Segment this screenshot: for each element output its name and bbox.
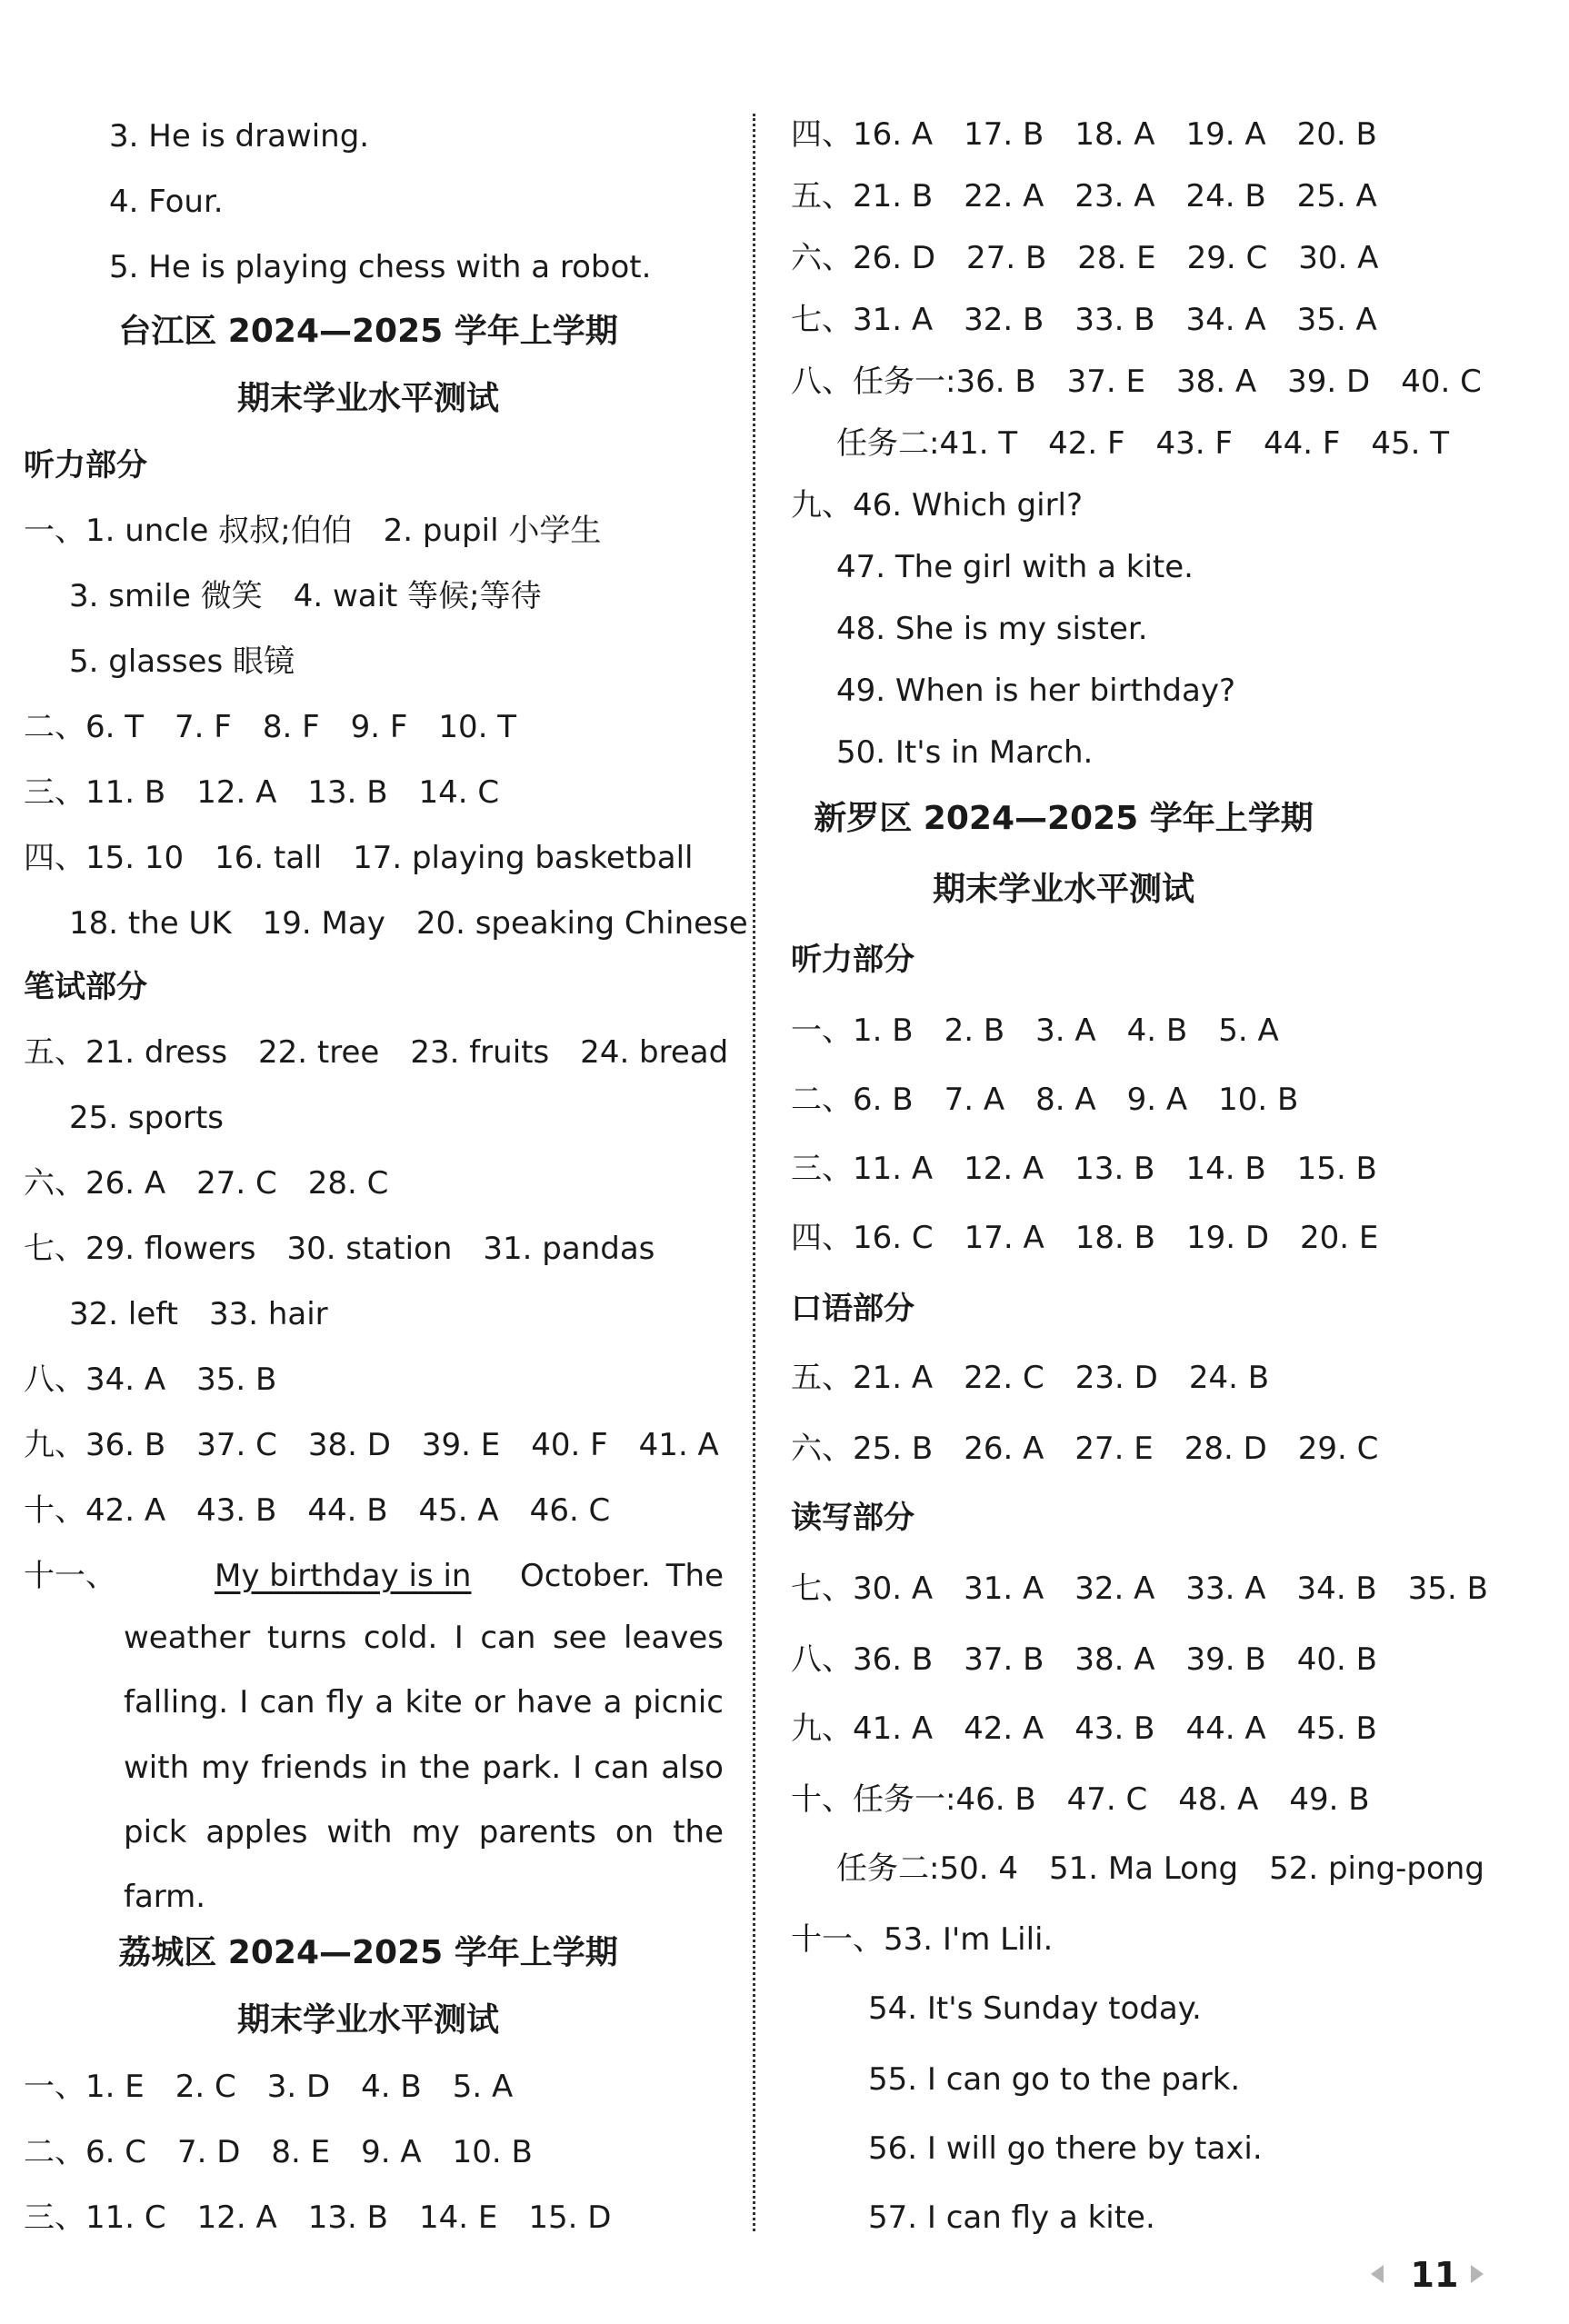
answer-line: 49. When is her birthday? (836, 673, 1236, 709)
page-number: 11 (1410, 2255, 1459, 2295)
answer-line: 七、29. flowers 30. station 31. pandas (24, 1231, 655, 1267)
answer-line: 任务二:50. 4 51. Ma Long 52. ping-pong (836, 1850, 1484, 1887)
answer-line: 55. I can go to the park. (868, 2061, 1241, 2098)
answer-line: 32. left 33. hair (69, 1296, 328, 1332)
answer-line: 七、30. A 31. A 32. A 33. A 34. B 35. B (791, 1571, 1488, 1607)
answer-line: 十、任务一:46. B 47. C 48. A 49. B (791, 1781, 1370, 1818)
answer-line: 47. The girl with a kite. (836, 549, 1194, 585)
triangle-left-icon (1371, 2265, 1384, 2283)
answer-line: 九、36. B 37. C 38. D 39. E 40. F 41. A (24, 1427, 719, 1463)
answer-line: 一、1. B 2. B 3. A 4. B 5. A (791, 1012, 1279, 1049)
answer-line: 六、25. B 26. A 27. E 28. D 29. C (791, 1431, 1379, 1467)
answer-line: 三、11. C 12. A 13. B 14. E 15. D (24, 2199, 612, 2236)
question-11-underlined (215, 1556, 471, 1596)
answer-line: 四、16. A 17. B 18. A 19. A 20. B (791, 116, 1377, 153)
answer-line: 二、6. B 7. A 8. A 9. A 10. B (791, 1082, 1299, 1118)
answer-line: 二、6. C 7. D 8. E 9. A 10. B (24, 2134, 533, 2170)
answer-line: 八、36. B 37. B 38. A 39. B 40. B (791, 1641, 1377, 1678)
section-heading-licheng: 荔城区 2024—2025 学年上学期 (118, 1934, 618, 1971)
answer-line: 50. It's in March. (836, 734, 1094, 771)
answer-line: 54. It's Sunday today. (868, 1990, 1202, 2027)
answer-line: 5. He is playing chess with a robot. (109, 249, 652, 285)
answer-line: 六、26. D 27. B 28. E 29. C 30. A (791, 240, 1379, 276)
oral-section-label: 口语部分 (791, 1291, 914, 1327)
answer-line: 三、11. A 12. A 13. B 14. B 15. B (791, 1151, 1377, 1187)
answer-line: 八、34. A 35. B (24, 1361, 277, 1398)
answer-line: 四、15. 10 16. tall 17. playing basketball (24, 840, 694, 876)
answer-line: 3. He is drawing. (109, 118, 370, 155)
section-subheading: 期末学业水平测试 (236, 2001, 499, 2039)
section-subheading: 期末学业水平测试 (932, 871, 1194, 908)
listening-section-label: 听力部分 (791, 942, 914, 978)
listening-section-label: 听力部分 (24, 447, 147, 484)
answer-line: 五、21. B 22. A 23. A 24. B 25. A (791, 178, 1377, 214)
answer-line: 5. glasses 眼镜 (69, 643, 295, 680)
reading-writing-section-label: 读写部分 (791, 1500, 914, 1536)
answer-line: 3. smile 微笑 4. wait 等候;等待 (69, 578, 542, 614)
answer-line: 25. sports (69, 1100, 224, 1136)
section-subheading: 期末学业水平测试 (236, 380, 499, 417)
answer-line: 18. the UK 19. May 20. speaking Chinese (69, 905, 748, 942)
answer-line: 十、42. A 43. B 44. B 45. A 46. C (24, 1492, 611, 1529)
column-divider (753, 114, 755, 2231)
question-11-label: 十一、 (24, 1558, 116, 1594)
answer-line: 五、21. dress 22. tree 23. fruits 24. bread (24, 1034, 729, 1071)
section-heading-taijiang: 台江区 2024—2025 学年上学期 (118, 313, 618, 350)
answer-line: 九、46. Which girl? (791, 487, 1084, 524)
page-indicator (1364, 2252, 1500, 2298)
answer-line: 四、16. C 17. A 18. B 19. D 20. E (791, 1220, 1379, 1256)
underlined-prompt: My birthday is in (215, 1558, 472, 1594)
section-heading-xinluo: 新罗区 2024—2025 学年上学期 (814, 800, 1314, 837)
written-section-label: 笔试部分 (24, 969, 147, 1005)
answer-line: 三、11. B 12. A 13. B 14. C (24, 774, 500, 811)
answer-line: 九、41. A 42. A 43. B 44. A 45. B (791, 1711, 1377, 1747)
answer-line: 五、21. A 22. C 23. D 24. B (791, 1360, 1270, 1396)
answer-line: 六、26. A 27. C 28. C (24, 1165, 389, 1202)
answer-line: 4. Four. (109, 184, 224, 220)
answer-line: 一、1. E 2. C 3. D 4. B 5. A (24, 2069, 514, 2105)
answer-line: 48. She is my sister. (836, 611, 1148, 647)
question-11-paragraph: weather turns cold. I can see leaves falling. I can fly a kite or have a picnic with my friends in the park. I can also pick apples with my parents on the farm. (124, 1620, 724, 1916)
answer-line: 二、6. T 7. F 8. F 9. F 10. T (24, 709, 517, 745)
answer-line: 任务二:41. T 42. F 43. F 44. F 45. T (836, 425, 1450, 462)
answer-line: 十一、53. I'm Lili. (791, 1921, 1054, 1958)
answer-line: 57. I can fly a kite. (868, 2199, 1155, 2236)
triangle-right-icon (1471, 2265, 1484, 2283)
answer-line: 56. I will go there by taxi. (868, 2130, 1263, 2167)
answer-line: 八、任务一:36. B 37. E 38. A 39. D 40. C (791, 364, 1482, 400)
answer-line: 七、31. A 32. B 33. B 34. A 35. A (791, 302, 1377, 338)
question-11-first-line-rest: October. The (520, 1558, 724, 1594)
answer-line: 一、1. uncle 叔叔;伯伯 2. pupil 小学生 (24, 513, 602, 549)
